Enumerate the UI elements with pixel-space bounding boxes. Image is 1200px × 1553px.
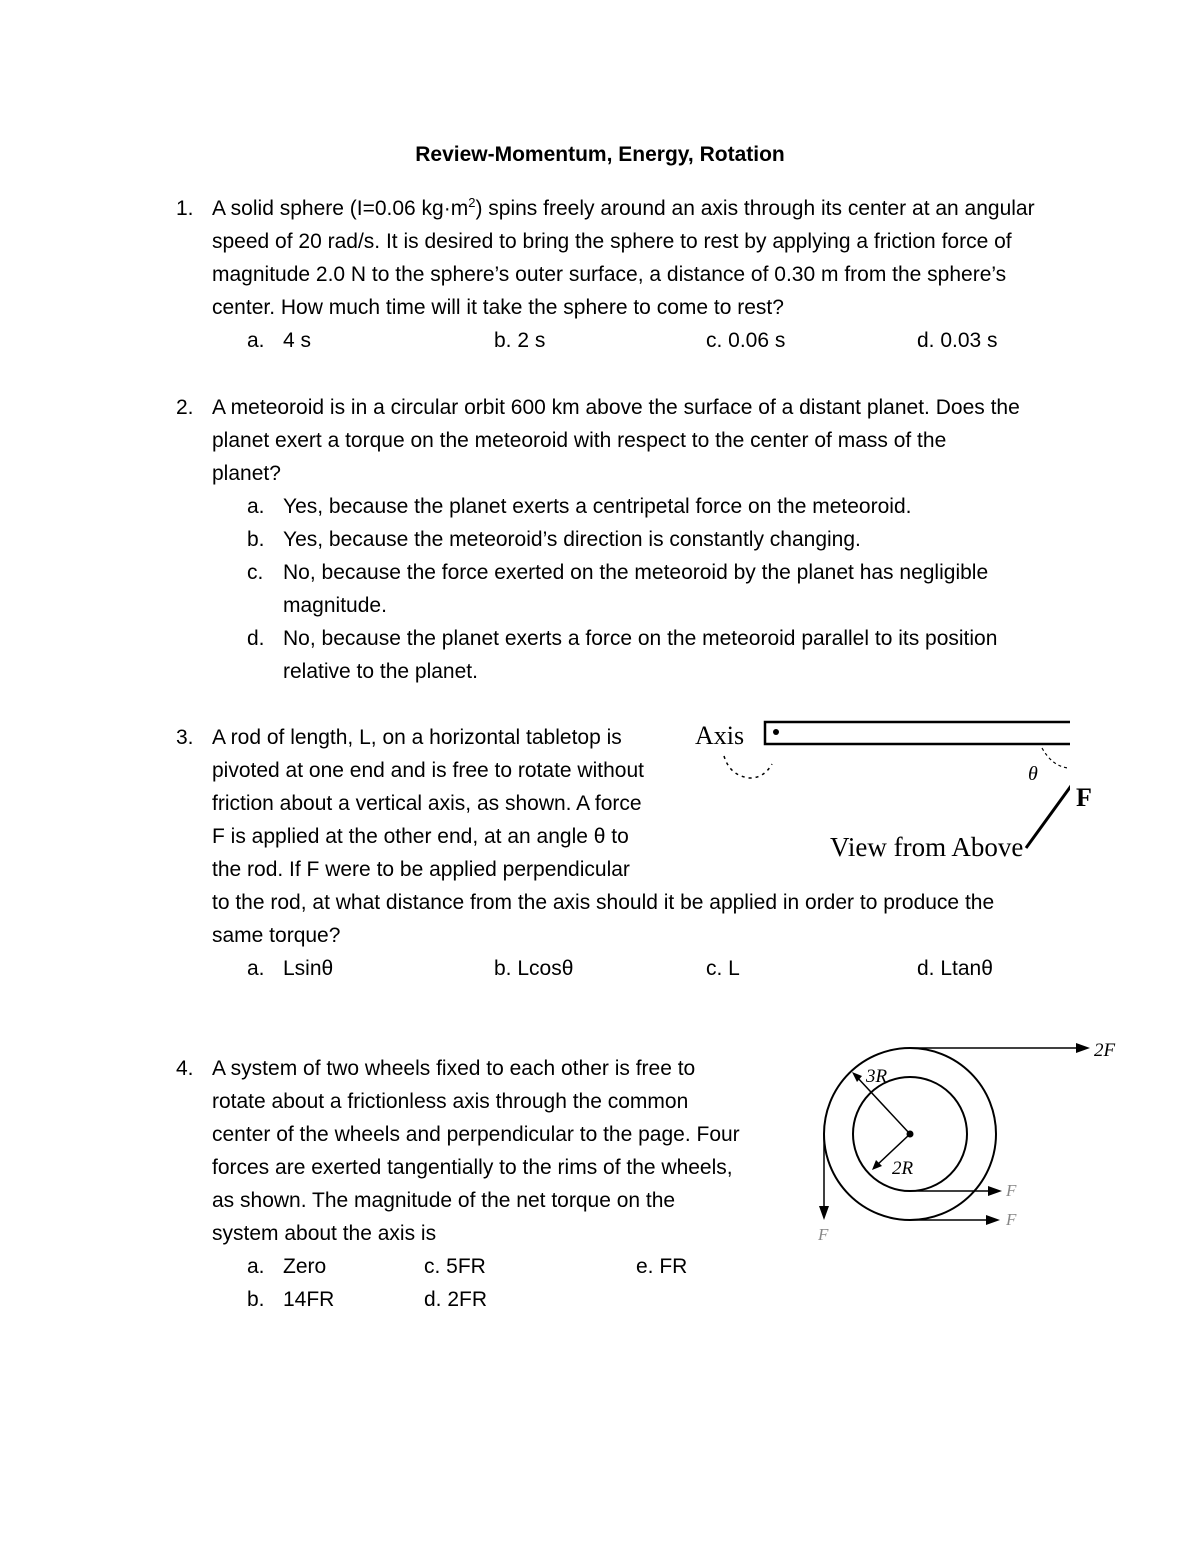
option-a: 4 s: [283, 329, 312, 352]
inner-right-force-arrowhead-icon: [988, 1186, 1002, 1196]
option-d: No, because the planet exerts a force on the meteoroid parallel to its position: [283, 627, 998, 650]
option-c-continued: magnitude.: [283, 594, 387, 617]
option-b: b. 2 s: [494, 329, 546, 352]
question-text-line: A solid sphere (I=0.06 $kg\cdot m^2$) spins freely around an axis through its center at an angular: [212, 195, 1035, 220]
question-text-line: same torque?: [212, 924, 341, 947]
option-c: No, because the force exerted on the meteoroid by the planet has negligible: [283, 561, 989, 584]
question-text-line: center of the wheels and perpendicular to the page. Four: [212, 1123, 740, 1146]
question-text-line: A meteoroid is in a circular orbit 600 km above the surface of a distant planet. Does the: [212, 396, 1020, 419]
option-a: Zero: [283, 1255, 327, 1278]
option-letter: a.: [247, 495, 265, 518]
top-force-label: 2F: [1094, 1040, 1116, 1061]
option-d-continued: relative to the planet.: [283, 660, 478, 683]
option-c: c. L: [706, 957, 740, 980]
question-text-line: system about the axis is: [212, 1222, 437, 1245]
outer-radius-label: 3R: [866, 1066, 888, 1087]
question-text-line: magnitude 2.0 N to the sphere’s outer surface, a distance of 0.30 m from the sphere’s: [212, 263, 1007, 286]
option-letter: d.: [247, 627, 265, 650]
force-label: F: [1076, 783, 1092, 812]
top-force-arrowhead-icon: [1076, 1043, 1090, 1053]
option-letter: a.: [247, 329, 265, 352]
option-letter: c.: [247, 561, 264, 584]
page-title: Review-Momentum, Energy, Rotation: [415, 143, 785, 166]
view-caption: View from Above: [830, 832, 1024, 862]
pivot-dot: [773, 729, 779, 735]
option-c: c. 0.06 s: [706, 329, 786, 352]
question-text-line: speed of 20 rad/s. It is desired to bring the sphere to rest by applying a friction force of: [212, 230, 1012, 253]
option-d: d. 2FR: [424, 1288, 488, 1311]
question-number: 2.: [176, 396, 194, 419]
option-b: 14FR: [283, 1288, 335, 1311]
rod-diagram-labels: [820, 770, 1110, 870]
question-text-line: rotate about a frictionless axis through the common: [212, 1090, 689, 1113]
question-text-line: A rod of length, L, on a horizontal tabletop is: [212, 726, 622, 749]
angle-arc-icon: [1042, 748, 1068, 768]
option-letter: a.: [247, 957, 265, 980]
angle-label: θ: [1028, 763, 1038, 785]
question-number: 1.: [176, 197, 194, 220]
question-text-line: friction about a vertical axis, as shown. A force: [212, 792, 642, 815]
question-text-line: the rod. If F were to be applied perpendicular: [212, 858, 630, 881]
left-force-label: F: [818, 1225, 829, 1244]
option-a: Yes, because the planet exerts a centripetal force on the meteoroid.: [283, 495, 912, 518]
option-b: Yes, because the meteoroid’s direction is constantly changing.: [283, 528, 861, 551]
question-number: 3.: [176, 726, 194, 749]
question-number: 4.: [176, 1057, 194, 1080]
option-letter: b.: [247, 1288, 265, 1311]
option-letter: a.: [247, 1255, 265, 1278]
wheels-diagram: [800, 1030, 1140, 1250]
question-text-line: pivoted at one end and is free to rotate without: [212, 759, 644, 782]
option-letter: b.: [247, 528, 265, 551]
option-e: e. FR: [636, 1255, 688, 1278]
option-c: c. 5FR: [424, 1255, 486, 1278]
axis-label: Axis: [695, 721, 745, 750]
question-text-line: as shown. The magnitude of the net torque on the: [212, 1189, 676, 1212]
right-force-label-1: F: [1006, 1181, 1017, 1200]
question-text-line: planet?: [212, 462, 281, 485]
inner-radius-label: 2R: [892, 1158, 914, 1179]
question-text-line: forces are exerted tangentially to the rims of the wheels,: [212, 1156, 733, 1179]
question-text-line: planet exert a torque on the meteoroid with respect to the center of mass of the: [212, 429, 947, 452]
outer-right-force-arrowhead-icon: [986, 1215, 1000, 1225]
question-text-line: to the rod, at what distance from the axis should it be applied in order to produce the: [212, 891, 995, 914]
question-text-line: F is applied at the other end, at an angle θ to: [212, 825, 629, 848]
right-force-label-2: F: [1006, 1210, 1017, 1229]
left-force-arrowhead-icon: [819, 1206, 829, 1220]
rod: [765, 722, 1070, 744]
option-b: b. Lcosθ: [494, 957, 574, 980]
question-text-line: A system of two wheels fixed to each other is free to: [212, 1057, 696, 1080]
option-a: Lsinθ: [283, 957, 334, 980]
option-d: d. Ltanθ: [917, 957, 993, 980]
question-text-line: center. How much time will it take the sphere to come to rest?: [212, 296, 784, 319]
rotation-arc-icon: [724, 756, 772, 778]
option-d: d. 0.03 s: [917, 329, 998, 352]
